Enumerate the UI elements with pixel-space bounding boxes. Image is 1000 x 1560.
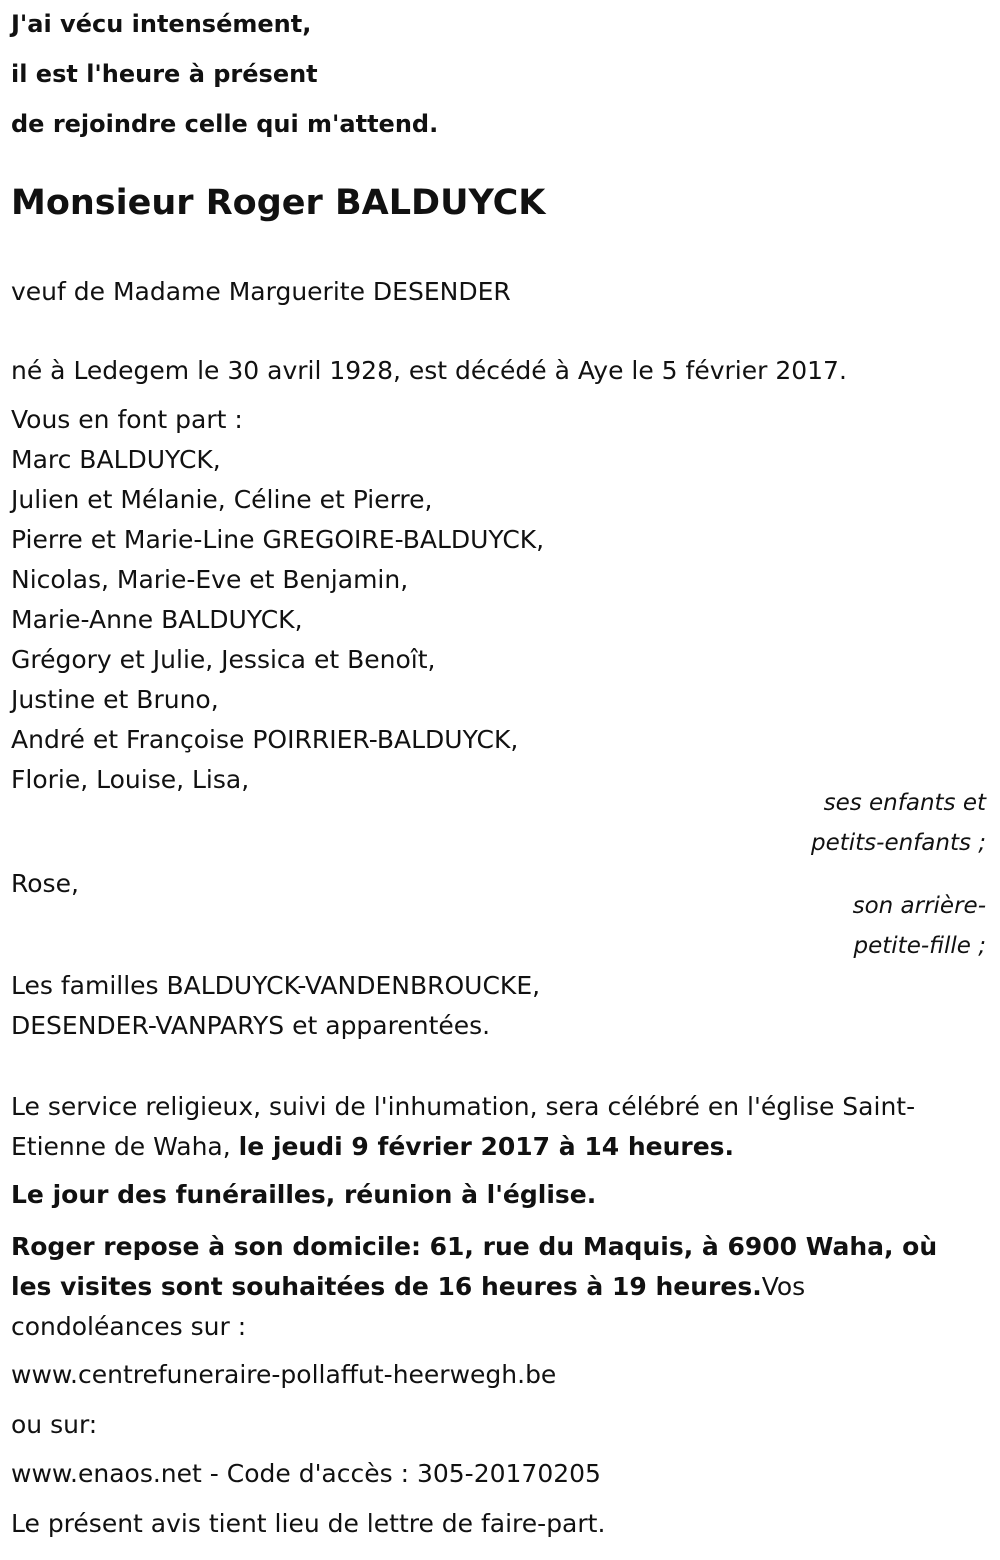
family-member: Pierre et Marie-Line GREGOIRE-BALDUYCK,: [11, 525, 545, 554]
family-member: Rose,: [11, 869, 79, 898]
service-paragraph: [11, 1087, 971, 1167]
poem-line: de rejoindre celle qui m'attend.: [11, 110, 439, 138]
repose-info: Roger repose à son domicile: 61, rue du Maquis, à 6900 Waha, où les visites sont souhaitées de 16 heures à 19 heures.: [11, 1232, 938, 1301]
family-member: Julien et Mélanie, Céline et Pierre,: [11, 485, 433, 514]
relation-label: petits-enfants ;: [810, 830, 986, 856]
families-line: DESENDER-VANPARYS et apparentées.: [11, 1011, 491, 1040]
poem-line: J'ai vécu intensément,: [11, 10, 312, 38]
family-member: Florie, Louise, Lisa,: [11, 765, 250, 794]
funeral-home-link[interactable]: www.centrefuneraire-pollaffut-heerwegh.be: [11, 1360, 557, 1389]
relation-label: son arrière-: [852, 893, 986, 919]
family-member: Nicolas, Marie-Eve et Benjamin,: [11, 565, 409, 594]
family-member: André et Françoise POIRRIER-BALDUYCK,: [11, 725, 519, 754]
spouse-line: veuf de Madame Marguerite DESENDER: [11, 277, 511, 306]
family-member: Grégory et Julie, Jessica et Benoît,: [11, 645, 436, 674]
poem-line: il est l'heure à présent: [11, 60, 318, 88]
announcers-intro: Vous en font part :: [11, 405, 243, 434]
relation-label: ses enfants et: [823, 790, 986, 816]
family-member: Justine et Bruno,: [11, 685, 219, 714]
families-line: Les familles BALDUYCK-VANDENBROUCKE,: [11, 971, 541, 1000]
repose-paragraph: [11, 1227, 971, 1347]
service-text: Le service religieux, suivi de l'inhumation, sera célébré en l'église Saint-Etienne de Waha,: [11, 1092, 916, 1161]
enaos-link[interactable]: www.enaos.net - Code d'accès : 305-20170205: [11, 1459, 601, 1488]
birth-death-line: né à Ledegem le 30 avril 1928, est décédé à Aye le 5 février 2017.: [11, 356, 847, 385]
closing-line: Le présent avis tient lieu de lettre de faire-part.: [11, 1509, 606, 1538]
or-on-label: ou sur:: [11, 1410, 98, 1439]
family-member: Marie-Anne BALDUYCK,: [11, 605, 303, 634]
deceased-name: Monsieur Roger BALDUYCK: [11, 183, 546, 223]
relation-label: petite-fille ;: [853, 933, 986, 959]
family-member: Marc BALDUYCK,: [11, 445, 221, 474]
service-date: le jeudi 9 février 2017 à 14 heures.: [238, 1132, 735, 1161]
condolences-intro: Vos condoléances sur :: [11, 1272, 806, 1341]
meeting-line: Le jour des funérailles, réunion à l'église.: [11, 1180, 597, 1209]
